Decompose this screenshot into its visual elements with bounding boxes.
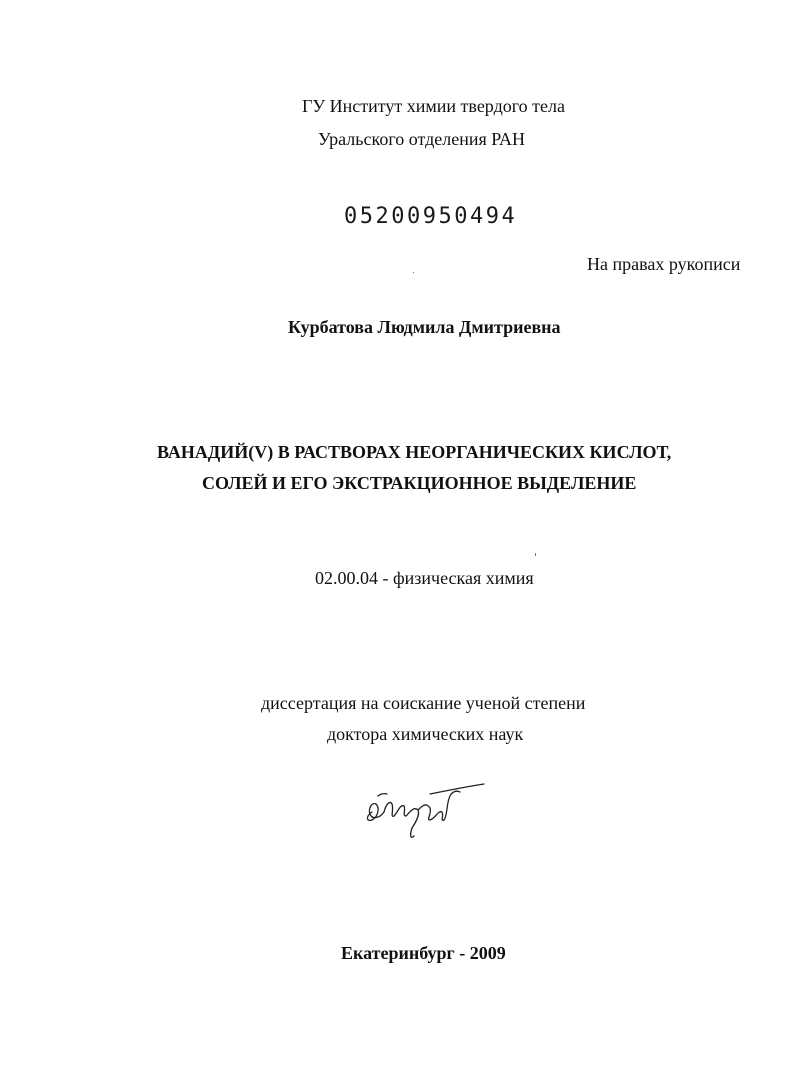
- scan-speck: [535, 553, 536, 556]
- manuscript-rights-note: На правах рукописи: [587, 254, 741, 274]
- library-stamp-number: 05200950494: [344, 204, 518, 229]
- scan-speck: [413, 272, 414, 273]
- degree-line-1: диссертация на соискание ученой степени: [261, 693, 586, 713]
- author-signature: [360, 782, 490, 846]
- thesis-title-line-2: СОЛЕЙ И ЕГО ЭКСТРАКЦИОННОЕ ВЫДЕЛЕНИЕ: [202, 473, 637, 493]
- institute-name-line-1: ГУ Институт химии твердого тела: [302, 96, 565, 116]
- author-name: Курбатова Людмила Дмитриевна: [288, 317, 561, 337]
- degree-line-2: доктора химических наук: [327, 724, 524, 744]
- institute-name-line-2: Уральского отделения РАН: [318, 129, 526, 149]
- specialty-code: 02.00.04 - физическая химия: [315, 568, 534, 588]
- city-and-year: Екатеринбург - 2009: [341, 943, 506, 963]
- thesis-title-line-1: ВАНАДИЙ(V) В РАСТВОРАХ НЕОРГАНИЧЕСКИХ КИСЛОТ,: [157, 442, 672, 462]
